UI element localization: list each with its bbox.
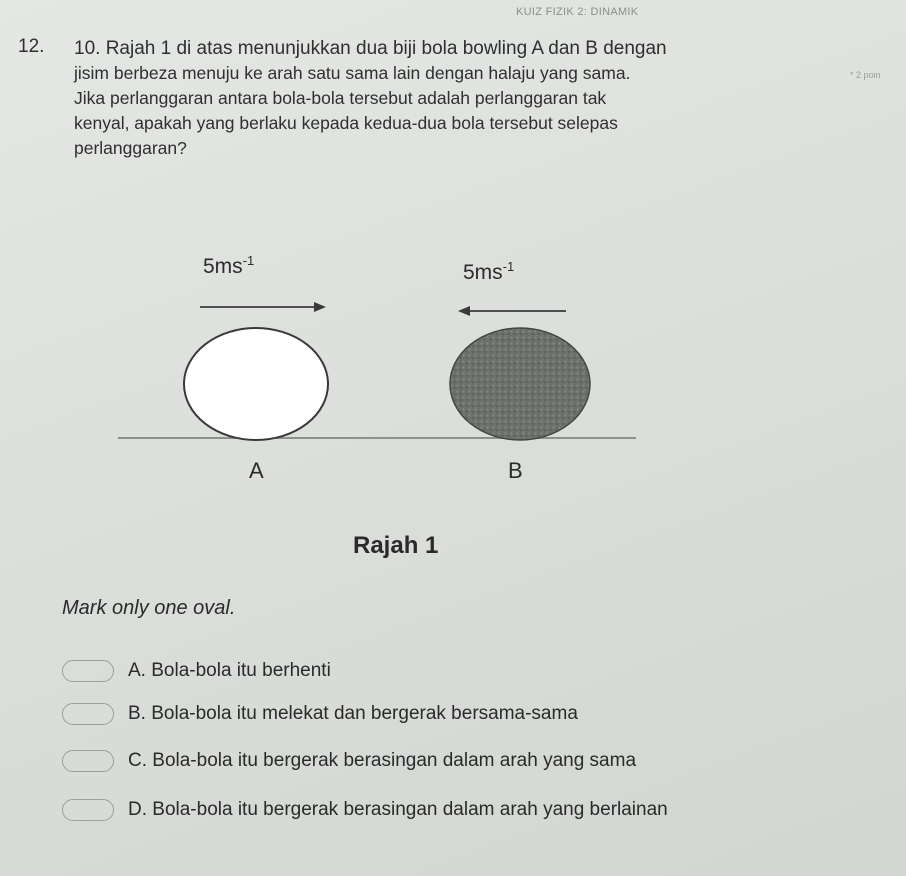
option-d[interactable] <box>62 795 668 825</box>
velocity-exponent-b: -1 <box>502 259 515 274</box>
option-b[interactable] <box>62 699 578 729</box>
quiz-title: KUIZ FIZIK 2: DINAMIK <box>516 6 639 18</box>
velocity-arrow-a <box>200 302 326 312</box>
ball-a-label: A <box>249 458 264 483</box>
velocity-label-b <box>463 259 514 285</box>
radio-oval-c[interactable] <box>62 750 114 772</box>
option-label: A. Bola-bola itu berhenti <box>128 660 331 681</box>
question-line: perlanggaran? <box>74 138 187 158</box>
ball-b <box>450 328 590 440</box>
velocity-exponent-a: -1 <box>242 253 255 268</box>
radio-oval-a[interactable] <box>62 660 114 682</box>
option-label: D. Bola-bola itu bergerak berasingan dalam arah yang berlainan <box>128 799 668 820</box>
question-line: kenyal, apakah yang berlaku kepada kedua-dua bola tersebut selepas <box>74 113 618 133</box>
question-text <box>74 36 844 161</box>
question-line: jisim berbeza menuju ke arah satu sama lain dengan halaju yang sama. <box>74 63 631 83</box>
figure-caption: Rajah 1 <box>353 532 439 559</box>
ball-a <box>184 328 328 440</box>
option-label: C. Bola-bola itu bergerak berasingan dalam arah yang sama <box>128 750 637 771</box>
velocity-arrow-b <box>458 306 566 316</box>
velocity-label-a <box>203 253 254 279</box>
radio-oval-d[interactable] <box>62 799 114 821</box>
points-marker: * 2 poin <box>850 70 881 80</box>
instruction-text: Mark only one oval. <box>62 597 236 619</box>
question-line: 10. Rajah 1 di atas menunjukkan dua biji bola bowling A dan B dengan <box>74 38 667 59</box>
option-label: B. Bola-bola itu melekat dan bergerak bersama-sama <box>128 703 578 724</box>
option-c[interactable] <box>62 746 636 776</box>
question-number: 12. <box>18 36 45 57</box>
ball-b-label: B <box>508 458 523 483</box>
option-a[interactable] <box>62 656 331 686</box>
question-line: Jika perlanggaran antara bola-bola tersebut adalah perlanggaran tak <box>74 88 607 108</box>
radio-oval-b[interactable] <box>62 703 114 725</box>
velocity-value-b: 5ms <box>463 261 503 284</box>
velocity-value-a: 5ms <box>203 255 243 278</box>
